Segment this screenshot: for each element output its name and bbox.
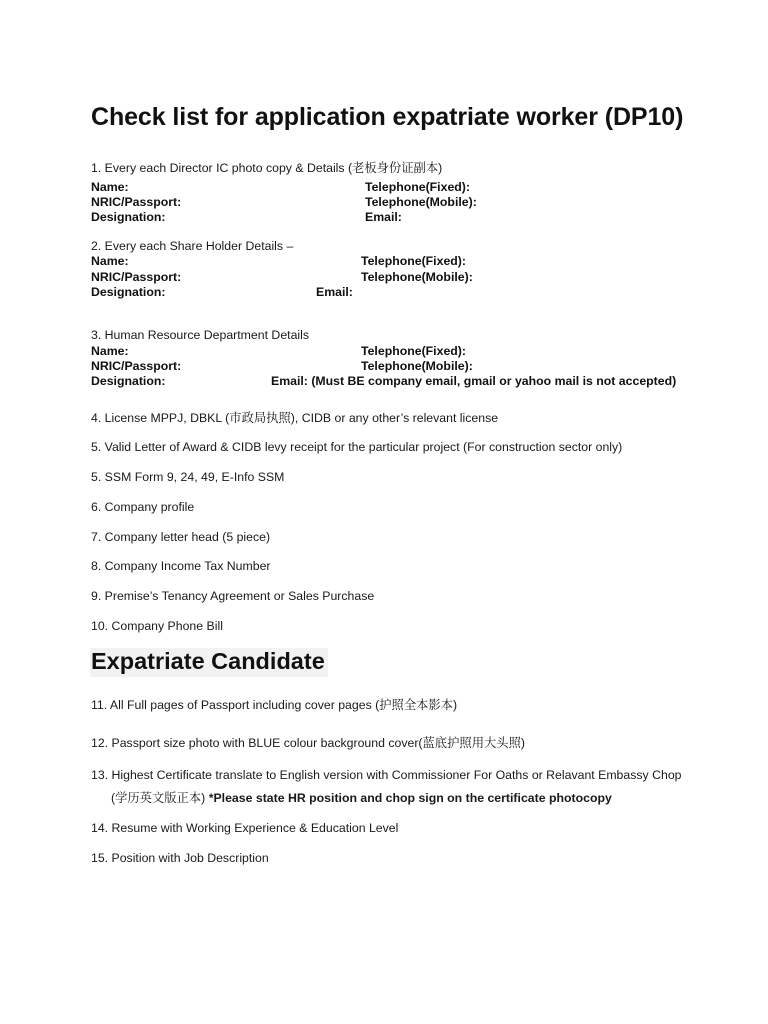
director-details-heading: 1. Every each Director IC photo copy & Details (老板身份证副本) bbox=[91, 161, 443, 175]
shareholder-nric-label: NRIC/Passport: bbox=[91, 270, 182, 284]
hr-designation-label: Designation: bbox=[91, 374, 166, 388]
certificate-hr-note: *Please state HR position and chop sign on the certificate photocopy bbox=[208, 791, 612, 805]
hr-tel-mobile-label: Telephone(Mobile): bbox=[361, 359, 473, 373]
director-name-label: Name: bbox=[91, 180, 129, 194]
list-item: 10. Company Phone Bill bbox=[91, 619, 223, 633]
list-item: 5. Valid Letter of Award & CIDB levy receipt for the particular project (For construction sector only) bbox=[91, 440, 623, 454]
hr-nric-label: NRIC/Passport: bbox=[91, 359, 182, 373]
list-item: 13. Highest Certificate translate to English version with Commissioner For Oaths or Relavant Embassy Chop bbox=[91, 768, 682, 782]
certificate-chinese-note: (学历英文版正本) bbox=[111, 791, 209, 805]
list-item: 8. Company Income Tax Number bbox=[91, 559, 271, 573]
director-designation-label: Designation: bbox=[91, 210, 166, 224]
hr-details-heading: 3. Human Resource Department Details bbox=[91, 328, 310, 342]
list-item: 12. Passport size photo with BLUE colour background cover(蓝底护照用大头照) bbox=[91, 736, 525, 750]
list-item: 11. All Full pages of Passport including cover pages (护照全本影本) bbox=[91, 698, 458, 712]
director-nric-label: NRIC/Passport: bbox=[91, 195, 182, 209]
shareholder-designation-label: Designation: bbox=[91, 285, 166, 299]
list-item: 5. SSM Form 9, 24, 49, E-Info SSM bbox=[91, 470, 285, 484]
candidate-section-heading: Expatriate Candidate bbox=[90, 648, 328, 677]
list-item: 15. Position with Job Description bbox=[91, 851, 269, 865]
shareholder-email-label: Email: bbox=[316, 285, 353, 299]
list-item: 6. Company profile bbox=[91, 500, 195, 514]
shareholder-details-heading: 2. Every each Share Holder Details – bbox=[91, 239, 294, 253]
director-tel-mobile-label: Telephone(Mobile): bbox=[365, 195, 477, 209]
list-item: 9. Premise’s Tenancy Agreement or Sales Purchase bbox=[91, 589, 375, 603]
list-item: 14. Resume with Working Experience & Education Level bbox=[91, 821, 399, 835]
shareholder-name-label: Name: bbox=[91, 254, 129, 268]
hr-email-label: Email: (Must BE company email, gmail or yahoo mail is not accepted) bbox=[271, 374, 677, 388]
list-item: 7. Company letter head (5 piece) bbox=[91, 530, 271, 544]
shareholder-tel-fixed-label: Telephone(Fixed): bbox=[361, 254, 466, 268]
shareholder-tel-mobile-label: Telephone(Mobile): bbox=[361, 270, 473, 284]
director-tel-fixed-label: Telephone(Fixed): bbox=[365, 180, 470, 194]
page-title: Check list for application expatriate worker (DP10) bbox=[91, 103, 684, 131]
hr-name-label: Name: bbox=[91, 344, 129, 358]
list-item-continuation bbox=[111, 788, 612, 806]
director-email-label: Email: bbox=[365, 210, 402, 224]
hr-tel-fixed-label: Telephone(Fixed): bbox=[361, 344, 466, 358]
list-item: 4. License MPPJ, DBKL (市政局执照), CIDB or any other’s relevant license bbox=[91, 411, 499, 425]
